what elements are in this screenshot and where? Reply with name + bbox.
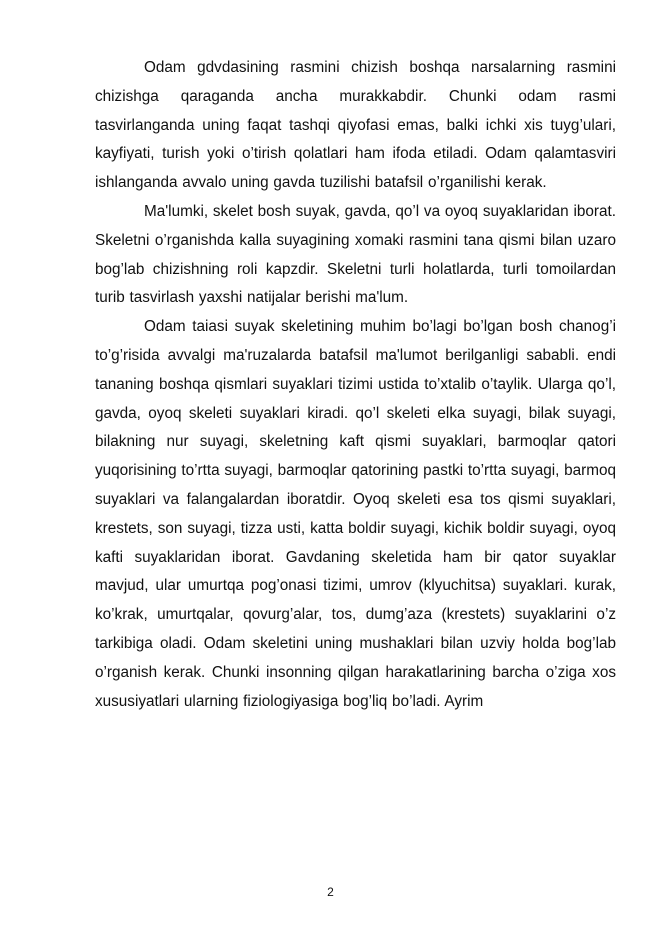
document-body [95, 54, 616, 716]
paragraph-2: Ma'lumki, skelet bosh suyak, gavda, qo’l va oyoq suyaklaridan iborat. Skeletni o’rganishda kalla suyagining xomaki rasmini tana qismi bilan uzaro bog’lab chizishning roli kapzdir. Skeletni turli holatlarda, turli tomoilardan turib tasvirlash yaxshi natijalar berishi ma'lum. [95, 202, 616, 307]
paragraph-1: Odam gdvdasining rasmini chizish boshqa narsalarning rasmini chizishga qaraganda ancha murakkabdir. Chunki odam rasmi tasvirlanganda uning faqat tashqi qiyofasi emas, balki ichki xis tuyg’ulari, kayfiyati, turish yoki o’tirish qolatlari ham ifoda etiladi. Odam qalamtasviri ishlanganda avvalo uning gavda tuzilishi batafsil o’rganilishi kerak. [95, 59, 616, 192]
paragraph-3: Odam taiasi suyak skeletining muhim bo’lagi bo’lgan bosh chanog’i to’g’risida avvalgi ma'ruzalarda batafsil ma'lumot berilganligi sababli. endi tananing boshqa qismlari suyaklari tizimi ustida to’xtalib o’taylik. Ularga qo’l, gavda, oyoq skeleti suyaklari kiradi. qo’l skeleti elka suyagi, bilak suyagi, bilakning nur suyagi, skeletning kaft qismi suyaklari, barmoqlar qatori yuqorisining to’rtta suyagi, barmoqlar qatorining pastki to’rtta suyagi, barmoq suyaklari va falangalardan iboratdir. Oyoq skeleti esa tos qismi suyaklari, krestets, son suyagi, tizza usti, katta boldir suyagi, kichik boldir suyagi, oyoq kafti suyaklaridan iborat. Gavdaning skeletida ham bir qator suyaklar mavjud, ular umurtqa pog’onasi tizimi, umrov (klyuchitsa) suyaklari. kurak, ko’krak, umurtqalar, qovurg’alar, tos, dumg’aza (krestets) suyaklarini o’z tarkibiga oladi. Odam skeletini uning mushaklari bilan uzviy holda bog’lab o’rganish kerak. Chunki insonning qilgan harakatlarining barcha o’ziga xos xususiyatlari ularning fiziologiyasiga bog’liq bo’ladi. Ayrim [95, 318, 616, 710]
page-number: 2 [327, 885, 334, 899]
